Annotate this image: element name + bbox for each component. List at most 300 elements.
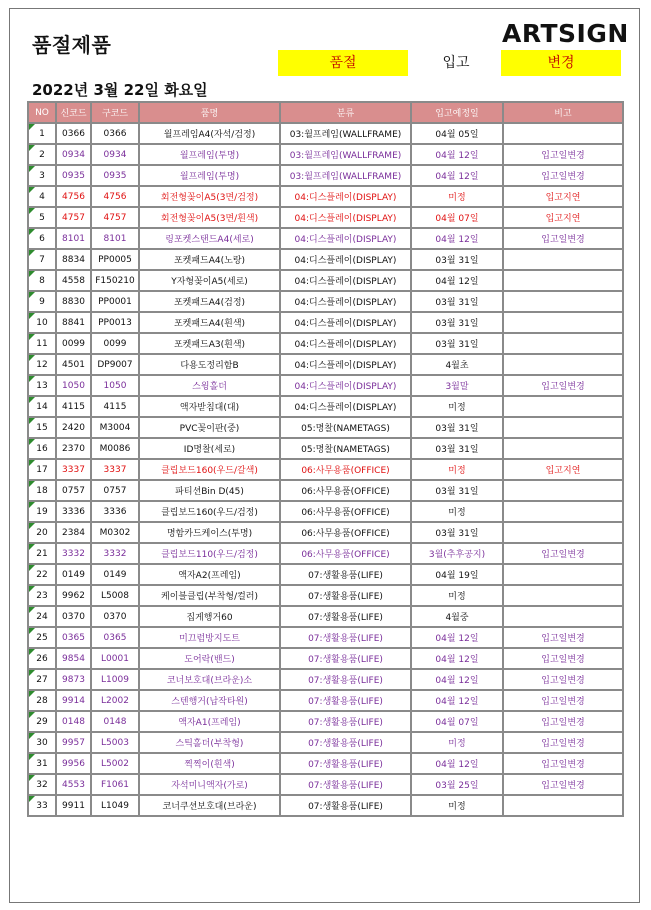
cell-old-code: 0099 xyxy=(91,333,139,354)
column-header-arrival-date: 입고예정일 xyxy=(411,102,503,123)
cell-category: 05:명찰(NAMETAGS) xyxy=(280,417,411,438)
cell-no xyxy=(28,585,56,606)
cell-no xyxy=(28,144,56,165)
cell-note: 입고일변경 xyxy=(503,375,623,396)
cell-category: 04:디스플레이(DISPLAY) xyxy=(280,270,411,291)
cell-product-name: 파티션Bin D(45) xyxy=(139,480,280,501)
table-row xyxy=(28,501,623,522)
comment-marker-icon xyxy=(29,775,35,781)
cell-category: 04:디스플레이(DISPLAY) xyxy=(280,249,411,270)
cell-arrival-date: 03월 31일 xyxy=(411,417,503,438)
table-row xyxy=(28,207,623,228)
cell-new-code: 3336 xyxy=(56,501,91,522)
cell-category: 07:생활용품(LIFE) xyxy=(280,627,411,648)
cell-category: 07:생활용품(LIFE) xyxy=(280,711,411,732)
cell-arrival-date: 미정 xyxy=(411,795,503,816)
comment-marker-icon xyxy=(29,754,35,760)
row-number: 24 xyxy=(36,611,48,622)
cell-old-code: PP0005 xyxy=(91,249,139,270)
comment-marker-icon xyxy=(29,418,35,424)
cell-new-code: 9854 xyxy=(56,648,91,669)
cell-note: 입고일변경 xyxy=(503,228,623,249)
cell-old-code: 0148 xyxy=(91,711,139,732)
cell-arrival-date: 3월말 xyxy=(411,375,503,396)
cell-category: 06:사무용품(OFFICE) xyxy=(280,480,411,501)
cell-category: 03:월프레임(WALLFRAME) xyxy=(280,123,411,144)
cell-old-code: M3004 xyxy=(91,417,139,438)
table-row xyxy=(28,333,623,354)
cell-note xyxy=(503,312,623,333)
cell-product-name: 포켓패드A4(검정) xyxy=(139,291,280,312)
comment-marker-icon xyxy=(29,544,35,550)
cell-no xyxy=(28,606,56,627)
cell-old-code: L5008 xyxy=(91,585,139,606)
cell-category: 07:생활용품(LIFE) xyxy=(280,753,411,774)
cell-product-name: 스틱홀더(부착형) xyxy=(139,732,280,753)
cell-category: 07:생활용품(LIFE) xyxy=(280,795,411,816)
table-row xyxy=(28,375,623,396)
row-number: 9 xyxy=(39,296,45,307)
cell-product-name: 스텐행거(납작타원) xyxy=(139,690,280,711)
cell-no xyxy=(28,732,56,753)
cell-no xyxy=(28,669,56,690)
cell-new-code: 0366 xyxy=(56,123,91,144)
comment-marker-icon xyxy=(29,460,35,466)
table-row xyxy=(28,354,623,375)
cell-no xyxy=(28,291,56,312)
cell-category: 03:월프레임(WALLFRAME) xyxy=(280,165,411,186)
cell-note: 입고일변경 xyxy=(503,165,623,186)
report-date: 2022년 3월 22일 화요일 xyxy=(32,81,208,99)
cell-category: 07:생활용품(LIFE) xyxy=(280,648,411,669)
cell-note xyxy=(503,417,623,438)
table-row xyxy=(28,732,623,753)
cell-old-code: 3336 xyxy=(91,501,139,522)
arrival-legend-tag: 입고 xyxy=(420,50,492,76)
comment-marker-icon xyxy=(29,313,35,319)
cell-arrival-date: 04월 12일 xyxy=(411,165,503,186)
cell-note: 입고일변경 xyxy=(503,732,623,753)
cell-product-name: 포켓패드A4(노랑) xyxy=(139,249,280,270)
cell-category: 07:생활용품(LIFE) xyxy=(280,585,411,606)
cell-category: 07:생활용품(LIFE) xyxy=(280,669,411,690)
row-number: 22 xyxy=(36,569,48,580)
cell-no xyxy=(28,228,56,249)
cell-new-code: 0757 xyxy=(56,480,91,501)
cell-product-name: 코너쿠션보호대(브라운) xyxy=(139,795,280,816)
comment-marker-icon xyxy=(29,376,35,382)
table-row xyxy=(28,312,623,333)
cell-product-name: 회전형꽂이A5(3면/흰색) xyxy=(139,207,280,228)
change-legend-tag: 변경 xyxy=(501,50,621,76)
cell-old-code: 1050 xyxy=(91,375,139,396)
cell-note xyxy=(503,606,623,627)
cell-old-code: F150210 xyxy=(91,270,139,291)
cell-arrival-date: 04월 05일 xyxy=(411,123,503,144)
cell-category: 07:생활용품(LIFE) xyxy=(280,690,411,711)
cell-product-name: 포켓패드A4(흰색) xyxy=(139,312,280,333)
cell-category: 04:디스플레이(DISPLAY) xyxy=(280,291,411,312)
row-number: 17 xyxy=(36,464,48,475)
cell-note: 입고일변경 xyxy=(503,144,623,165)
cell-arrival-date: 4월초 xyxy=(411,354,503,375)
cell-category: 07:생활용품(LIFE) xyxy=(280,606,411,627)
cell-new-code: 1050 xyxy=(56,375,91,396)
cell-product-name: 월프레임(투명) xyxy=(139,144,280,165)
soldout-table xyxy=(27,101,624,817)
row-number: 21 xyxy=(36,548,48,559)
table-row xyxy=(28,774,623,795)
row-number: 12 xyxy=(36,359,48,370)
cell-new-code: 0148 xyxy=(56,711,91,732)
cell-arrival-date: 03월 31일 xyxy=(411,522,503,543)
cell-product-name: 케이블클립(부착형/컬러) xyxy=(139,585,280,606)
row-number: 26 xyxy=(36,653,48,664)
cell-category: 04:디스플레이(DISPLAY) xyxy=(280,228,411,249)
cell-old-code: 0366 xyxy=(91,123,139,144)
cell-product-name: 포켓패드A3(흰색) xyxy=(139,333,280,354)
cell-note xyxy=(503,291,623,312)
cell-product-name: PVC꽂이판(중) xyxy=(139,417,280,438)
comment-marker-icon xyxy=(29,481,35,487)
cell-product-name: 회전형꽂이A5(3면/검정) xyxy=(139,186,280,207)
cell-no xyxy=(28,564,56,585)
cell-new-code: 4558 xyxy=(56,270,91,291)
cell-new-code: 9956 xyxy=(56,753,91,774)
cell-category: 06:사무용품(OFFICE) xyxy=(280,522,411,543)
row-number: 15 xyxy=(36,422,48,433)
cell-arrival-date: 03월 31일 xyxy=(411,312,503,333)
cell-product-name: 클립보드160(우드/갈색) xyxy=(139,459,280,480)
cell-product-name: 집게행거60 xyxy=(139,606,280,627)
table-row xyxy=(28,753,623,774)
table-header-row xyxy=(28,102,623,123)
cell-product-name: 링포켓스탠드A4(세로) xyxy=(139,228,280,249)
cell-no xyxy=(28,186,56,207)
table-row xyxy=(28,270,623,291)
cell-category: 07:생활용품(LIFE) xyxy=(280,774,411,795)
cell-product-name: ID명찰(세로) xyxy=(139,438,280,459)
row-number: 8 xyxy=(39,275,45,286)
cell-no xyxy=(28,690,56,711)
cell-arrival-date: 미정 xyxy=(411,459,503,480)
row-number: 27 xyxy=(36,674,48,685)
comment-marker-icon xyxy=(29,334,35,340)
comment-marker-icon xyxy=(29,355,35,361)
row-number: 18 xyxy=(36,485,48,496)
cell-category: 06:사무용품(OFFICE) xyxy=(280,459,411,480)
cell-note: 입고일변경 xyxy=(503,774,623,795)
table-row xyxy=(28,186,623,207)
cell-no xyxy=(28,795,56,816)
cell-no xyxy=(28,522,56,543)
cell-new-code: 4501 xyxy=(56,354,91,375)
row-number: 29 xyxy=(36,716,48,727)
comment-marker-icon xyxy=(29,397,35,403)
column-header-product-name: 품명 xyxy=(139,102,280,123)
table-row xyxy=(28,522,623,543)
cell-arrival-date: 03월 31일 xyxy=(411,291,503,312)
column-header-no: NO xyxy=(28,102,56,123)
cell-note xyxy=(503,585,623,606)
cell-no xyxy=(28,270,56,291)
cell-new-code: 2370 xyxy=(56,438,91,459)
cell-arrival-date: 04월 07일 xyxy=(411,711,503,732)
table-row xyxy=(28,291,623,312)
cell-note xyxy=(503,249,623,270)
row-number: 20 xyxy=(36,527,48,538)
cell-new-code: 3337 xyxy=(56,459,91,480)
cell-no xyxy=(28,165,56,186)
cell-no xyxy=(28,648,56,669)
cell-new-code: 9873 xyxy=(56,669,91,690)
cell-arrival-date: 03월 31일 xyxy=(411,480,503,501)
cell-category: 04:디스플레이(DISPLAY) xyxy=(280,186,411,207)
cell-new-code: 2384 xyxy=(56,522,91,543)
cell-no xyxy=(28,312,56,333)
table-row xyxy=(28,480,623,501)
table-row xyxy=(28,123,623,144)
cell-note xyxy=(503,396,623,417)
cell-no xyxy=(28,543,56,564)
cell-old-code: 3337 xyxy=(91,459,139,480)
cell-new-code: 4115 xyxy=(56,396,91,417)
cell-arrival-date: 04월 12일 xyxy=(411,144,503,165)
table-row xyxy=(28,543,623,564)
comment-marker-icon xyxy=(29,166,35,172)
row-number: 2 xyxy=(39,149,45,160)
table-row xyxy=(28,795,623,816)
row-number: 4 xyxy=(39,191,45,202)
cell-note: 입고일변경 xyxy=(503,753,623,774)
cell-new-code: 4553 xyxy=(56,774,91,795)
cell-category: 04:디스플레이(DISPLAY) xyxy=(280,375,411,396)
cell-no xyxy=(28,396,56,417)
table-row xyxy=(28,459,623,480)
cell-new-code: 4757 xyxy=(56,207,91,228)
cell-product-name: 액자A2(프레임) xyxy=(139,564,280,585)
cell-product-name: 클립보드110(우드/검정) xyxy=(139,543,280,564)
cell-old-code: 4115 xyxy=(91,396,139,417)
comment-marker-icon xyxy=(29,439,35,445)
cell-note: 입고지연 xyxy=(503,459,623,480)
cell-note: 입고지연 xyxy=(503,186,623,207)
table-row xyxy=(28,165,623,186)
cell-arrival-date: 04월 12일 xyxy=(411,690,503,711)
column-header-note: 비고 xyxy=(503,102,623,123)
cell-product-name: 찍찍이(흰색) xyxy=(139,753,280,774)
comment-marker-icon xyxy=(29,670,35,676)
artsign-logo: ARTSIGN xyxy=(502,19,629,48)
cell-no xyxy=(28,753,56,774)
column-header-new-code: 신코드 xyxy=(56,102,91,123)
column-header-category: 분류 xyxy=(280,102,411,123)
cell-no xyxy=(28,417,56,438)
column-header-old-code: 구코드 xyxy=(91,102,139,123)
row-number: 10 xyxy=(36,317,48,328)
cell-old-code: L5003 xyxy=(91,732,139,753)
comment-marker-icon xyxy=(29,187,35,193)
cell-category: 06:사무용품(OFFICE) xyxy=(280,543,411,564)
cell-arrival-date: 04월 19일 xyxy=(411,564,503,585)
table-row xyxy=(28,144,623,165)
table-row xyxy=(28,228,623,249)
comment-marker-icon xyxy=(29,271,35,277)
comment-marker-icon xyxy=(29,145,35,151)
comment-marker-icon xyxy=(29,586,35,592)
cell-no xyxy=(28,501,56,522)
cell-note: 입고일변경 xyxy=(503,711,623,732)
cell-new-code: 9914 xyxy=(56,690,91,711)
cell-old-code: DP9007 xyxy=(91,354,139,375)
table-row xyxy=(28,627,623,648)
cell-product-name: 미끄럼방지도트 xyxy=(139,627,280,648)
cell-old-code: 4756 xyxy=(91,186,139,207)
cell-no xyxy=(28,774,56,795)
cell-arrival-date: 3월(추후공지) xyxy=(411,543,503,564)
cell-product-name: 클립보드160(우드/검정) xyxy=(139,501,280,522)
comment-marker-icon xyxy=(29,292,35,298)
cell-no xyxy=(28,354,56,375)
row-number: 28 xyxy=(36,695,48,706)
cell-new-code: 8101 xyxy=(56,228,91,249)
cell-old-code: L5002 xyxy=(91,753,139,774)
row-number: 33 xyxy=(36,800,48,811)
row-number: 14 xyxy=(36,401,48,412)
cell-no xyxy=(28,438,56,459)
row-number: 19 xyxy=(36,506,48,517)
cell-arrival-date: 미정 xyxy=(411,396,503,417)
table-row xyxy=(28,669,623,690)
page-title: 품절제품 xyxy=(32,33,112,57)
comment-marker-icon xyxy=(29,565,35,571)
comment-marker-icon xyxy=(29,607,35,613)
cell-note: 입고일변경 xyxy=(503,690,623,711)
cell-note xyxy=(503,270,623,291)
cell-old-code: 0935 xyxy=(91,165,139,186)
cell-old-code: 0370 xyxy=(91,606,139,627)
cell-no xyxy=(28,333,56,354)
cell-new-code: 0365 xyxy=(56,627,91,648)
comment-marker-icon xyxy=(29,208,35,214)
cell-product-name: 월프레임(투명) xyxy=(139,165,280,186)
comment-marker-icon xyxy=(29,649,35,655)
table-row xyxy=(28,249,623,270)
cell-note xyxy=(503,480,623,501)
table-row xyxy=(28,417,623,438)
cell-product-name: 월프레임A4(자석/검정) xyxy=(139,123,280,144)
cell-no xyxy=(28,207,56,228)
cell-old-code: 0365 xyxy=(91,627,139,648)
cell-category: 04:디스플레이(DISPLAY) xyxy=(280,207,411,228)
comment-marker-icon xyxy=(29,733,35,739)
cell-new-code: 4756 xyxy=(56,186,91,207)
row-number: 5 xyxy=(39,212,45,223)
cell-old-code: PP0013 xyxy=(91,312,139,333)
comment-marker-icon xyxy=(29,250,35,256)
row-number: 32 xyxy=(36,779,48,790)
cell-category: 07:생활용품(LIFE) xyxy=(280,732,411,753)
row-number: 25 xyxy=(36,632,48,643)
cell-arrival-date: 04월 12일 xyxy=(411,648,503,669)
table-row xyxy=(28,396,623,417)
comment-marker-icon xyxy=(29,796,35,802)
cell-old-code: 8101 xyxy=(91,228,139,249)
cell-no xyxy=(28,249,56,270)
cell-old-code: 0934 xyxy=(91,144,139,165)
cell-arrival-date: 04월 07일 xyxy=(411,207,503,228)
cell-new-code: 8834 xyxy=(56,249,91,270)
cell-note: 입고일변경 xyxy=(503,669,623,690)
cell-old-code: L2002 xyxy=(91,690,139,711)
cell-old-code: M0086 xyxy=(91,438,139,459)
row-number: 31 xyxy=(36,758,48,769)
cell-product-name: 액자받침대(대) xyxy=(139,396,280,417)
cell-old-code: 3332 xyxy=(91,543,139,564)
cell-product-name: 자석미니액자(가로) xyxy=(139,774,280,795)
cell-arrival-date: 미정 xyxy=(411,585,503,606)
cell-category: 04:디스플레이(DISPLAY) xyxy=(280,312,411,333)
cell-product-name: 액자A1(프레임) xyxy=(139,711,280,732)
table-row xyxy=(28,438,623,459)
row-number: 7 xyxy=(39,254,45,265)
cell-arrival-date: 04월 12일 xyxy=(411,753,503,774)
cell-old-code: M0302 xyxy=(91,522,139,543)
comment-marker-icon xyxy=(29,628,35,634)
row-number: 30 xyxy=(36,737,48,748)
cell-old-code: PP0001 xyxy=(91,291,139,312)
cell-note: 입고일변경 xyxy=(503,627,623,648)
cell-arrival-date: 03월 31일 xyxy=(411,249,503,270)
cell-new-code: 8830 xyxy=(56,291,91,312)
cell-note xyxy=(503,333,623,354)
cell-arrival-date: 03월 31일 xyxy=(411,438,503,459)
cell-category: 04:디스플레이(DISPLAY) xyxy=(280,396,411,417)
table-row xyxy=(28,648,623,669)
cell-arrival-date: 04월 12일 xyxy=(411,627,503,648)
comment-marker-icon xyxy=(29,124,35,130)
cell-old-code: 4757 xyxy=(91,207,139,228)
cell-arrival-date: 04월 12일 xyxy=(411,270,503,291)
cell-note xyxy=(503,354,623,375)
cell-arrival-date: 미정 xyxy=(411,501,503,522)
cell-note xyxy=(503,438,623,459)
row-number: 11 xyxy=(36,338,48,349)
cell-no xyxy=(28,711,56,732)
comment-marker-icon xyxy=(29,229,35,235)
cell-new-code: 2420 xyxy=(56,417,91,438)
row-number: 13 xyxy=(36,380,48,391)
cell-new-code: 9962 xyxy=(56,585,91,606)
cell-new-code: 0099 xyxy=(56,333,91,354)
cell-note: 입고지연 xyxy=(503,207,623,228)
cell-note xyxy=(503,564,623,585)
cell-old-code: L1009 xyxy=(91,669,139,690)
cell-new-code: 3332 xyxy=(56,543,91,564)
row-number: 3 xyxy=(39,170,45,181)
cell-new-code: 0934 xyxy=(56,144,91,165)
cell-old-code: F1061 xyxy=(91,774,139,795)
cell-product-name: Y자형꽂이A5(세로) xyxy=(139,270,280,291)
cell-new-code: 9957 xyxy=(56,732,91,753)
cell-note: 입고일변경 xyxy=(503,648,623,669)
table-row xyxy=(28,690,623,711)
cell-category: 04:디스플레이(DISPLAY) xyxy=(280,354,411,375)
cell-arrival-date: 04월 12일 xyxy=(411,669,503,690)
table-row xyxy=(28,606,623,627)
table-row xyxy=(28,711,623,732)
row-number: 16 xyxy=(36,443,48,454)
